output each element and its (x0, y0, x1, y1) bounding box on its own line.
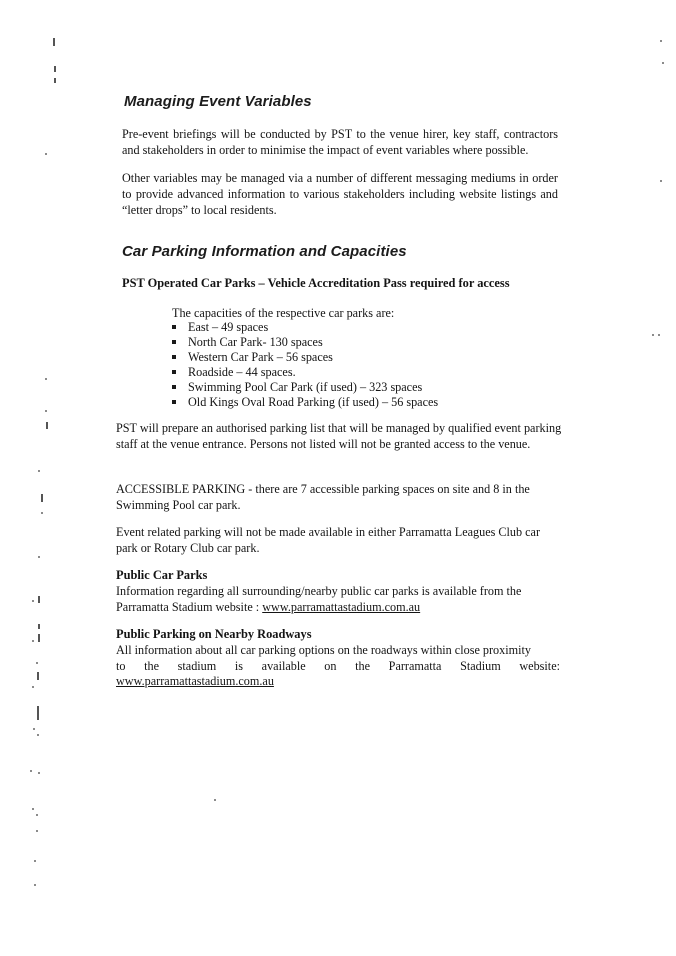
scan-mark (45, 378, 47, 380)
scan-mark (214, 799, 216, 801)
scan-mark (36, 662, 38, 664)
scan-mark (37, 706, 39, 720)
list-item: Roadside – 44 spaces. (172, 365, 438, 380)
paragraph-roadways-line-2: to the stadium is available on the Parramatta Stadium website: (116, 659, 560, 673)
paragraph-pre-event-briefings: Pre-event briefings will be conducted by PST to the venue hirer, key staff, contractors and stakeholders in order to minimise the impact of event variables where possible. (122, 127, 558, 157)
scan-mark (660, 180, 662, 182)
section-heading-car-parking: Car Parking Information and Capacities (122, 243, 407, 260)
subheading-public-car-parks: Public Car Parks (116, 568, 208, 582)
scan-mark (54, 66, 56, 72)
scan-mark (33, 728, 35, 730)
scan-mark (36, 830, 38, 832)
scan-mark (37, 734, 39, 736)
scan-mark (41, 512, 43, 514)
scan-mark (46, 422, 48, 429)
list-item: East – 49 spaces (172, 320, 438, 335)
scan-mark (41, 494, 43, 502)
bullet-icon (172, 325, 176, 329)
scan-mark (38, 634, 40, 642)
paragraph-authorised-parking-list: PST will prepare an authorised parking list that will be managed by qualified event parking staff at the venue entrance. Persons not listed will not be granted access to the venue. (116, 421, 562, 451)
list-item: Western Car Park – 56 spaces (172, 350, 438, 365)
scan-mark (34, 884, 36, 886)
paragraph-other-variables: Other variables may be managed via a number of different messaging mediums in order to provide advanced information to various stakeholders including website listings and “letter drops” to local residents. (122, 171, 558, 217)
scan-mark (652, 334, 654, 336)
bullet-icon (172, 385, 176, 389)
stadium-website-link[interactable]: www.parramattastadium.com.au (262, 600, 421, 614)
scan-mark (38, 470, 40, 472)
scan-mark (658, 334, 660, 336)
paragraph-accessible-parking: ACCESSIBLE PARKING - there are 7 accessible parking spaces on site and 8 in the Swimming Pool car park. (116, 482, 530, 512)
scan-mark (30, 770, 32, 772)
subheading-pst-operated-car-parks: PST Operated Car Parks – Vehicle Accreditation Pass required for access (122, 276, 510, 290)
scan-mark (45, 410, 47, 412)
subheading-public-parking-roadways: Public Parking on Nearby Roadways (116, 627, 312, 641)
scan-mark (32, 600, 34, 602)
scan-mark (38, 772, 40, 774)
scan-mark (38, 624, 40, 629)
car-park-capacities-intro: The capacities of the respective car parks are: (172, 306, 395, 320)
scan-mark (36, 814, 38, 816)
car-park-capacity-list (172, 320, 438, 410)
paragraph-public-car-parks: Information regarding all surrounding/nearby public car parks is available from the Parramatta Stadium website : www.parramattastadium.com.au (116, 584, 522, 614)
scan-mark (38, 596, 40, 603)
scan-mark (53, 38, 55, 46)
scan-mark (32, 686, 34, 688)
bullet-icon (172, 355, 176, 359)
list-item: Swimming Pool Car Park (if used) – 323 spaces (172, 380, 438, 395)
scan-mark (662, 62, 664, 64)
scan-mark (45, 153, 47, 155)
scan-mark (38, 556, 40, 558)
scan-mark (37, 672, 39, 680)
roadways-stadium-website-link[interactable]: www.parramattastadium.com.au (116, 674, 274, 688)
list-item: North Car Park- 130 spaces (172, 335, 438, 350)
paragraph-event-related-parking: Event related parking will not be made available in either Parramatta Leagues Club car park or Rotary Club car park. (116, 525, 541, 555)
list-item: Old Kings Oval Road Parking (if used) – 56 spaces (172, 395, 438, 410)
scan-mark (54, 78, 56, 83)
scan-mark (32, 808, 34, 810)
scan-mark (32, 640, 34, 642)
paragraph-roadways-line-1: All information about all car parking options on the roadways within close proximity (116, 643, 531, 657)
bullet-icon (172, 400, 176, 404)
scan-mark (34, 860, 36, 862)
section-heading-managing-event-variables: Managing Event Variables (124, 93, 312, 110)
scan-mark (660, 40, 662, 42)
bullet-icon (172, 370, 176, 374)
bullet-icon (172, 340, 176, 344)
